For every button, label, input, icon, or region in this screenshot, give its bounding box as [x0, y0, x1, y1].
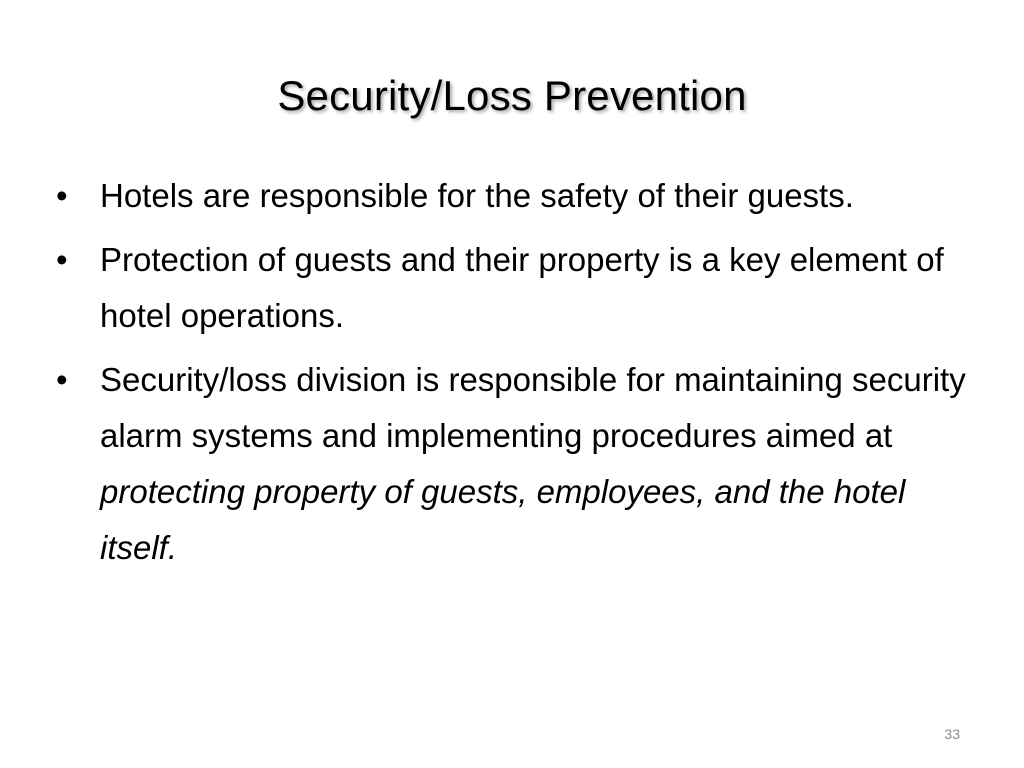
- bullet-item-1: [56, 168, 966, 224]
- bullet-dot-icon: •: [56, 361, 68, 398]
- bullet-text: Protection of guests and their property is a key element of hotel operations.: [100, 241, 944, 334]
- bullet-text: Hotels are responsible for the safety of their guests.: [100, 177, 854, 214]
- bullet-item-3: [56, 352, 966, 576]
- slide-title: Security/Loss Prevention: [277, 72, 747, 119]
- bullet-emphasis-text: protecting property of guests, employees, and the hotel itself.: [100, 473, 906, 566]
- bullet-dot-icon: •: [56, 177, 68, 214]
- bullet-item-2: [56, 232, 966, 344]
- page-number: 33: [944, 726, 960, 742]
- bullet-dot-icon: •: [56, 241, 68, 278]
- bullet-list: [56, 168, 966, 584]
- bullet-text: Security/loss division is responsible for maintaining security alarm systems and implementing procedures aimed at: [100, 361, 966, 454]
